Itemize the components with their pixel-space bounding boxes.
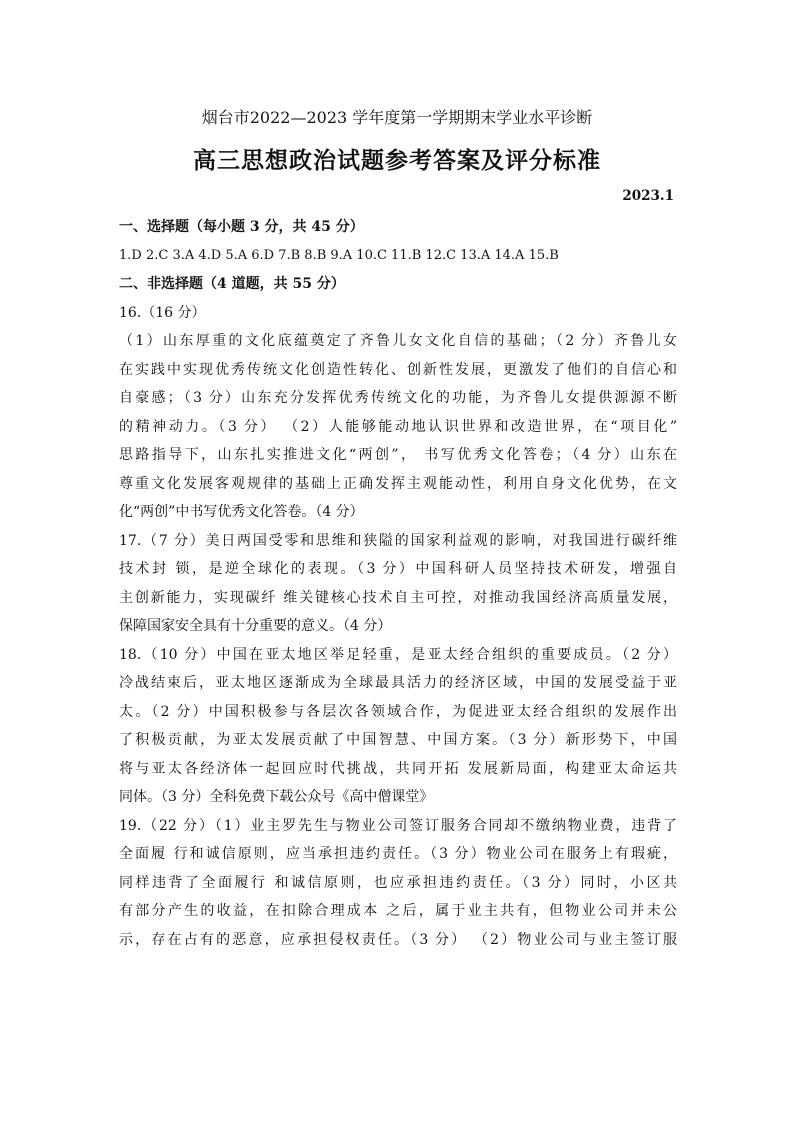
answer-line: 在实践中实现优秀传统文化创造性转化、创新性发展，更激发了他们的自信心和 <box>119 361 677 378</box>
answer-line: 尊重文化发展客观规律的基础上正确发挥主观能动性，利用自身文化优势，在文 <box>119 475 677 492</box>
answer-line: 冷战结束后，亚太地区逐渐成为全球最具活力的经济区域，中国的发展受益于亚 <box>119 675 677 691</box>
answer-line: 保障国家安全具有十分重要的意义。（4 分） <box>119 618 392 634</box>
exam-subtitle: 烟台市2022—2023 学年度第一学期期末学业水平诊断 <box>201 108 593 127</box>
question-19-answer: 19.（22 分）（1）业主罗先生与物业公司签订服务合同却不缴纳物业费，违背了 <box>119 817 677 834</box>
answer-line: 同样违背了全面履行 和诚信原则，也应承担违约责任。（3 分）同时，小区共 <box>119 874 677 891</box>
answer-line: 自豪感；（3 分）山东充分发挥优秀传统文化的功能，为齐鲁儿女提供源源不断 <box>119 390 677 406</box>
nonchoice-section-heading: 二、非选择题（4 道题，共 55 分） <box>119 276 345 292</box>
answer-line: 同体。（3 分）全科免费下载公众号《高中僧课堂》 <box>119 789 434 805</box>
answer-line: 太。（2 分）中国积极参与各层次各领域合作，为促进亚太经合组织的发展作出 <box>119 703 677 720</box>
question-16-heading: 16.（16 分） <box>119 304 206 321</box>
document-date: 2023.1 <box>622 188 674 204</box>
question-18-answer: 18.（10 分）中国在亚太地区举足轻重，是亚太经合组织的重要成员。（2 分） <box>119 646 677 663</box>
answer-line: 思路指导下，山东扎实推进文化“两创”， 书写优秀文化答卷；（4 分）山东在 <box>119 447 677 463</box>
answer-line: 全面履 行和诚信原则，应当承担违约责任。（3 分）物业公司在服务上有瑕疵， <box>119 846 677 862</box>
answer-line: 化“两创”中书写优秀文化答卷。（4 分） <box>119 504 364 520</box>
answer-line: 了积极贡献，为亚太发展贡献了中国智慧、中国方案。（3 分）新形势下，中国 <box>119 732 677 748</box>
page-title: 高三思想政治试题参考答案及评分标准 <box>193 147 601 174</box>
answer-content <box>119 213 677 954</box>
choice-answers: 1.D 2.C 3.A 4.D 5.A 6.D 7.B 8.B 9.A 10.C 11.B 12.C 13.A 14.A 15.B <box>119 247 559 263</box>
answer-line: 示，存在占有的恶意，应承担侵权责任。（3 分） （2）物业公司与业主签订服 <box>119 931 677 948</box>
answer-line: （1）山东厚重的文化底蕴奠定了齐鲁儿女文化自信的基础；（2 分）齐鲁儿女 <box>119 333 677 349</box>
answer-line: 的精神动力。（3 分） （2）人能够能动地认识世界和改造世界，在“项目化” <box>119 418 677 435</box>
answer-line: 将与亚太各经济体一起回应时代挑战，共同开拓 发展新局面，构建亚太命运共 <box>119 760 677 777</box>
answer-line: 主创新能力，实现碳纤 维关键核心技术自主可控，对推动我国经济高质量发展， <box>119 589 677 606</box>
question-17-answer: 17.（7 分）美日两国受零和思维和狭隘的国家利益观的影响，对我国进行碳纤维 <box>119 532 677 549</box>
answer-line: 技术封 锁，是逆全球化的表现。（3 分）中国科研人员坚持技术研发，增强自 <box>119 561 677 577</box>
answer-line: 有部分产生的收益，在扣除合理成本 之后，属于业主共有，但物业公司并未公 <box>119 903 677 919</box>
choice-section-heading: 一、选择题（每小题 3 分，共 45 分） <box>119 219 364 235</box>
